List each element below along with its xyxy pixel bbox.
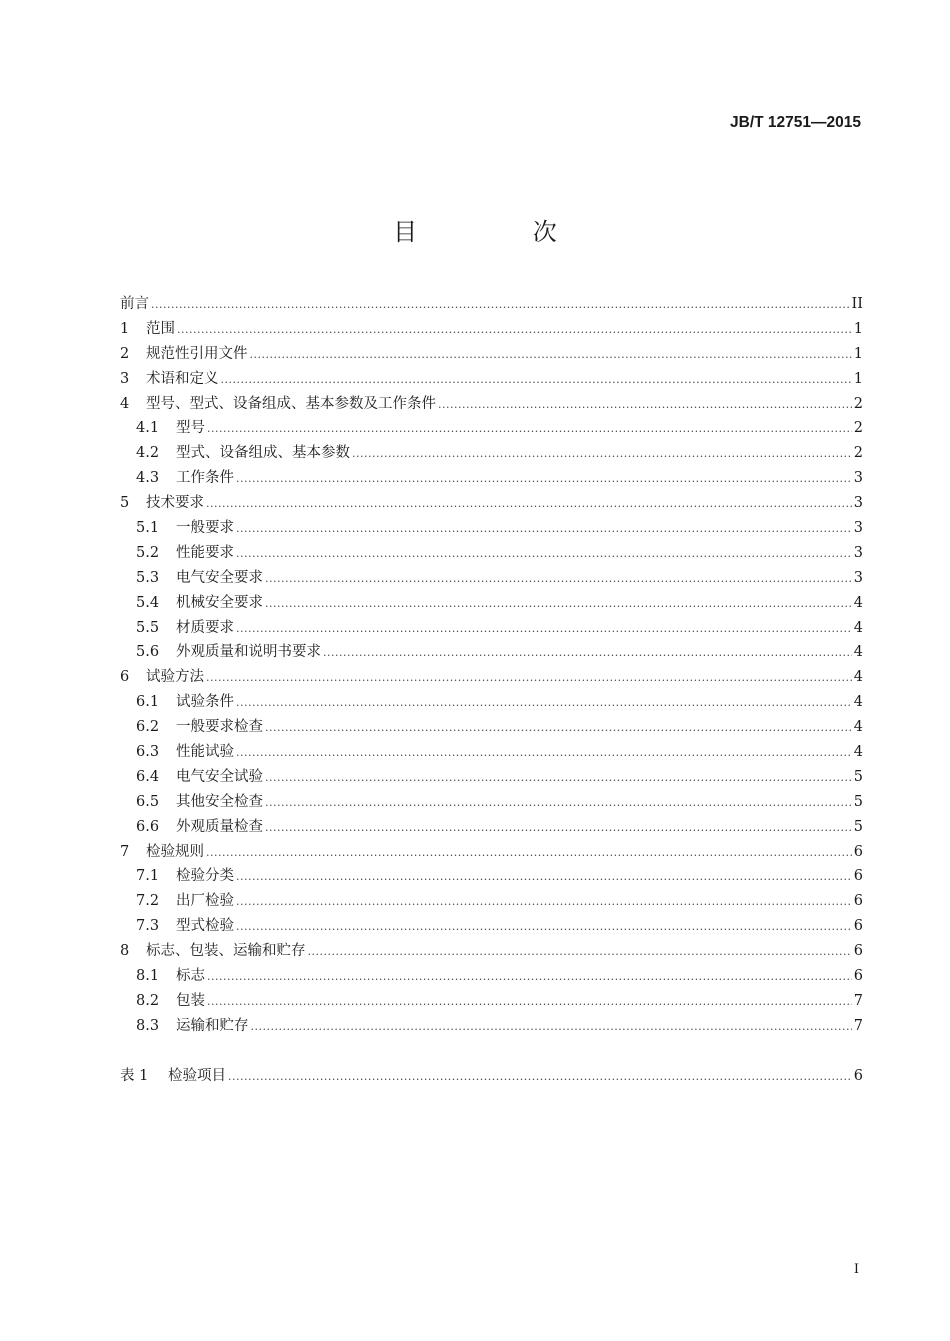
toc-entry-number: 5 [120, 495, 130, 512]
toc-entry-page: 4 [853, 744, 863, 761]
toc-entry[interactable] [120, 690, 863, 715]
toc-entry-page: 7 [853, 992, 863, 1009]
toc-entry-page: 3 [853, 495, 863, 512]
toc-entry-number: 7.2 [136, 893, 160, 910]
toc-entry-label: 术语和定义 [146, 370, 219, 387]
toc-entry-page: 6 [853, 1067, 863, 1084]
toc-entry[interactable] [120, 591, 863, 616]
dot-leader [352, 442, 852, 467]
dot-leader [265, 592, 852, 617]
toc-entry-page: 6 [853, 943, 863, 960]
toc-entry-number: 6.4 [136, 768, 160, 785]
toc-entry-page: 3 [853, 520, 863, 537]
dot-leader [236, 865, 852, 890]
toc-entry-number: 8.1 [136, 968, 160, 985]
toc-entry-page: 1 [853, 370, 863, 387]
dot-leader [177, 318, 852, 343]
dot-leader [228, 1065, 852, 1090]
toc-entry-number: 6.1 [136, 694, 160, 711]
toc-entry-number: 7.3 [136, 918, 160, 935]
toc-entry-page: 4 [853, 669, 863, 686]
toc-entry-label: 规范性引用文件 [146, 345, 248, 362]
toc-entry[interactable] [120, 516, 863, 541]
toc-entry[interactable] [120, 367, 863, 392]
dot-leader [236, 691, 852, 716]
toc-entry[interactable] [120, 864, 863, 889]
toc-entry-page: 7 [853, 1017, 863, 1034]
toc-entry-page: 4 [853, 719, 863, 736]
toc-entry-page: 3 [853, 470, 863, 487]
dot-leader [236, 542, 852, 567]
toc-entry-number: 2 [120, 345, 130, 362]
toc-entry-label: 型式、设备组成、基本参数 [176, 445, 350, 462]
toc-entry-number: 8 [120, 943, 130, 960]
toc-entry-number: 1 [120, 320, 130, 337]
toc-entry-label: 包装 [176, 992, 205, 1009]
toc-entry-number: 5.2 [136, 544, 160, 561]
toc-entry-page: 6 [853, 843, 863, 860]
toc-entry-label: 试验条件 [176, 694, 234, 711]
dot-leader [250, 343, 852, 368]
toc-entry-label: 电气安全试验 [176, 768, 263, 785]
toc-entry[interactable] [120, 815, 863, 840]
toc-entry[interactable] [120, 616, 863, 641]
dot-leader [265, 567, 852, 592]
toc-entry-page: 4 [853, 619, 863, 636]
dot-leader [221, 368, 852, 393]
dot-leader [323, 641, 852, 666]
toc-entry-page: 6 [853, 868, 863, 885]
document-code: JB/T 12751—2015 [730, 114, 861, 131]
toc-entry[interactable] [120, 715, 863, 740]
toc-entry-number: 5.6 [136, 644, 160, 661]
toc-entry-page: 4 [853, 644, 863, 661]
toc-entry-number: 5.3 [136, 569, 160, 586]
toc-entry-page: 2 [853, 445, 863, 462]
toc-entry-label: 型号 [176, 420, 205, 437]
dot-leader [308, 940, 852, 965]
toc-entry[interactable] [120, 1014, 863, 1039]
toc-entry[interactable] [120, 889, 863, 914]
toc-entry-number: 5.1 [136, 520, 160, 537]
toc-entry-label: 外观质量检查 [176, 818, 263, 835]
toc-entry-label: 材质要求 [176, 619, 234, 636]
toc-entry-number: 4.3 [136, 470, 160, 487]
dot-leader [251, 1015, 852, 1040]
toc-entry-label: 标志 [176, 968, 205, 985]
toc-entry[interactable] [120, 790, 863, 815]
dot-leader [236, 915, 852, 940]
toc-entry-label: 电气安全要求 [176, 569, 263, 586]
toc-entry[interactable] [120, 392, 863, 417]
toc-entry-page: 5 [853, 793, 863, 810]
toc-entry-label: 一般要求 [176, 520, 234, 537]
page-number: I [853, 1262, 859, 1277]
toc-entry[interactable] [120, 640, 863, 665]
dot-leader [265, 766, 852, 791]
toc-entry-page: 3 [853, 544, 863, 561]
toc-entry-label: 范围 [146, 320, 175, 337]
toc-entry[interactable] [120, 491, 863, 516]
toc-entry[interactable] [120, 914, 863, 939]
dot-leader [265, 716, 852, 741]
toc-entry-label: 检验分类 [176, 868, 234, 885]
toc-entry[interactable] [120, 416, 863, 441]
toc-entry-number: 7.1 [136, 868, 160, 885]
toc-entry[interactable] [120, 466, 863, 491]
toc-entry-number: 6.6 [136, 818, 160, 835]
toc-entry-label: 出厂检验 [176, 893, 234, 910]
toc-entry[interactable] [120, 292, 863, 317]
dot-leader [207, 965, 852, 990]
toc-entry[interactable] [120, 765, 863, 790]
dot-leader [438, 393, 852, 418]
toc-entry-number: 6.2 [136, 719, 160, 736]
dot-leader [206, 841, 852, 866]
toc-entry-label: 型式检验 [176, 918, 234, 935]
toc-entry-number: 3 [120, 370, 130, 387]
toc-entry-label: 一般要求检查 [176, 719, 263, 736]
toc-entry[interactable] [120, 541, 863, 566]
toc-entry-label: 检验规则 [146, 843, 204, 860]
toc-entry-page: 4 [853, 594, 863, 611]
toc-entry-page: II [851, 296, 863, 312]
toc-entry-page: 1 [853, 345, 863, 362]
toc-entry-page: 5 [853, 768, 863, 785]
toc-entry-number: 6.5 [136, 793, 160, 810]
toc-entry[interactable] [120, 441, 863, 466]
toc-entry-page: 6 [853, 968, 863, 985]
table-of-contents [120, 292, 863, 1089]
toc-entry-number: 7 [120, 843, 130, 860]
toc-entry-page: 1 [853, 320, 863, 337]
toc-entry-label: 机械安全要求 [176, 594, 263, 611]
toc-entry-label: 前言 [120, 296, 149, 312]
toc-entry-number: 5.5 [136, 619, 160, 636]
toc-entry[interactable] [120, 342, 863, 367]
dot-leader [236, 517, 852, 542]
dot-leader [236, 741, 852, 766]
toc-entry[interactable] [120, 840, 863, 865]
dot-leader [206, 666, 852, 691]
toc-entry-number: 表 1 [120, 1067, 149, 1084]
toc-entry-number: 6 [120, 669, 130, 686]
toc-entry-page: 5 [853, 818, 863, 835]
toc-entry-number: 6.3 [136, 744, 160, 761]
toc-entry-label: 技术要求 [146, 495, 204, 512]
toc-entry-page: 3 [853, 569, 863, 586]
toc-entry-label: 性能要求 [176, 544, 234, 561]
toc-entry-label: 其他安全检查 [176, 793, 263, 810]
toc-entry[interactable] [120, 740, 863, 765]
toc-entry-label: 试验方法 [146, 669, 204, 686]
dot-leader [206, 492, 852, 517]
dot-leader [265, 791, 852, 816]
toc-entry-label: 工作条件 [176, 470, 234, 487]
dot-leader [265, 816, 852, 841]
toc-entry[interactable] [120, 317, 863, 342]
dot-leader [207, 417, 852, 442]
toc-entry-label: 性能试验 [176, 744, 234, 761]
toc-entry-page: 4 [853, 694, 863, 711]
toc-entry[interactable] [120, 1064, 863, 1089]
toc-entry-label: 检验项目 [168, 1067, 226, 1084]
toc-entry-number: 4.1 [136, 420, 160, 437]
page-title: 目 次 [393, 218, 611, 246]
toc-entry-number: 4 [120, 395, 130, 412]
toc-entry-label: 标志、包装、运输和贮存 [146, 943, 306, 960]
toc-entry-number: 8.3 [136, 1017, 160, 1034]
toc-entry[interactable] [120, 566, 863, 591]
toc-entry-label: 型号、型式、设备组成、基本参数及工作条件 [146, 395, 436, 412]
toc-entry[interactable] [120, 665, 863, 690]
toc-entry-page: 6 [853, 893, 863, 910]
toc-entry-number: 5.4 [136, 594, 160, 611]
toc-entry-label: 外观质量和说明书要求 [176, 644, 321, 661]
toc-entry-label: 运输和贮存 [176, 1017, 249, 1034]
dot-leader [236, 890, 852, 915]
dot-leader [236, 617, 852, 642]
toc-entry[interactable] [120, 939, 863, 964]
toc-entry[interactable] [120, 964, 863, 989]
toc-entry[interactable] [120, 989, 863, 1014]
dot-leader [236, 467, 852, 492]
toc-entry-page: 6 [853, 918, 863, 935]
dot-leader [207, 990, 852, 1015]
dot-leader [151, 293, 850, 318]
toc-entry-page: 2 [853, 395, 863, 412]
toc-entry-page: 2 [853, 420, 863, 437]
toc-entry-number: 4.2 [136, 445, 160, 462]
toc-entry-number: 8.2 [136, 992, 160, 1009]
